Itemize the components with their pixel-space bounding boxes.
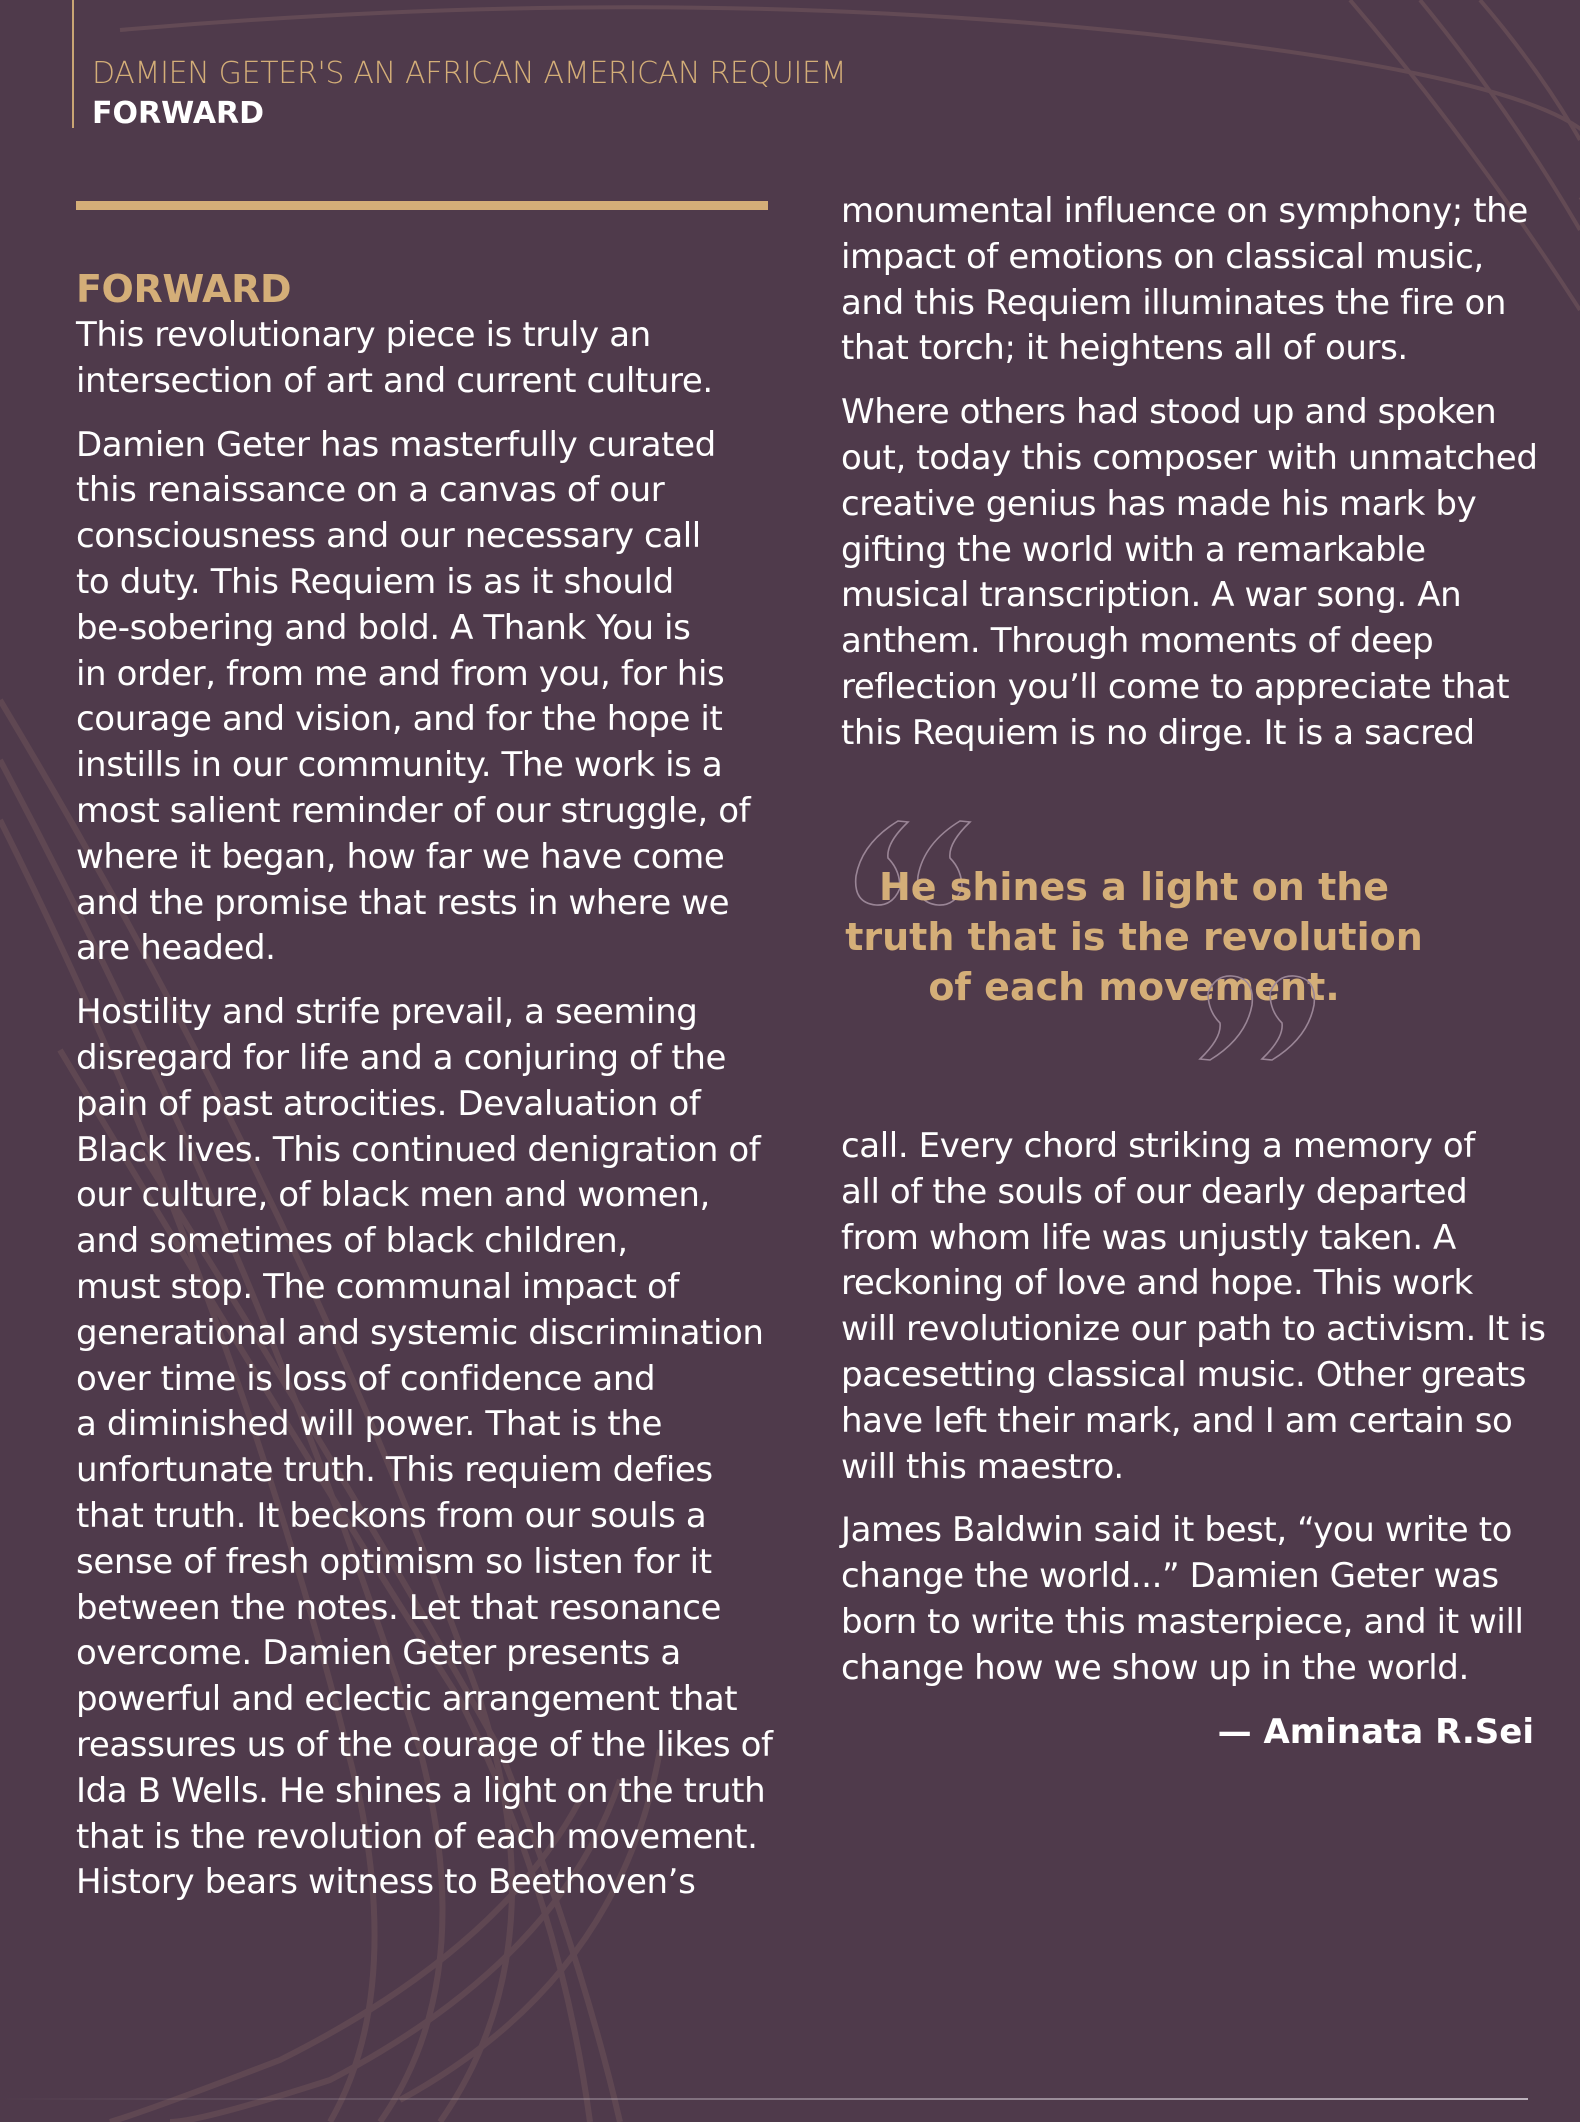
text-line: where it began, how far we have come <box>76 836 725 877</box>
text-line: Where others had stood up and spoken <box>841 392 1497 433</box>
text-line: courage and vision, and for the hope it <box>76 699 723 740</box>
text-line: creative genius has made his mark by <box>841 483 1477 524</box>
gold-divider <box>76 201 768 210</box>
pull-quote-text <box>820 862 1448 1012</box>
text-line: and this Requiem illuminates the fire on <box>841 282 1506 323</box>
text-line: reckoning of love and hope. This work <box>841 1263 1473 1304</box>
text-line: Hostility and strife prevail, a seeming <box>76 992 698 1033</box>
text-line: and the promise that rests in where we <box>76 882 730 923</box>
article-heading: FORWARD <box>76 267 292 311</box>
text-line: James Baldwin said it best, “you write to <box>841 1510 1513 1551</box>
text-line: sense of fresh optimism so listen for it <box>76 1541 712 1582</box>
text-line: monumental influence on symphony; the <box>841 191 1528 231</box>
author-attribution: — Aminata R.Sei <box>1217 1712 1534 1752</box>
text-line: to duty. This Requiem is as it should <box>76 561 674 602</box>
paragraph <box>76 313 776 405</box>
running-header <box>72 0 847 131</box>
text-line: Damien Geter has masterfully curated <box>76 424 716 465</box>
text-line: pacesetting classical music. Other greats <box>841 1354 1527 1395</box>
text-line: all of the souls of our dearly departed <box>841 1171 1468 1212</box>
pull-quote-line: of each movement. <box>928 965 1340 1009</box>
text-line: anthem. Through moments of deep <box>841 621 1434 662</box>
text-line: will this maestro. <box>841 1446 1124 1487</box>
footer-rule <box>0 2098 1528 2100</box>
text-line: that truth. It beckons from our souls a <box>76 1495 707 1536</box>
text-line: History bears witness to Beethoven’s <box>76 1862 696 1903</box>
text-line: our culture, of black men and women, <box>76 1175 710 1216</box>
text-line: a diminished will power. That is the <box>76 1404 662 1445</box>
pull-quote <box>820 790 1440 1070</box>
text-line: intersection of art and current culture. <box>76 360 713 401</box>
paragraph <box>76 990 776 1906</box>
text-line: reassures us of the courage of the likes of <box>76 1724 773 1765</box>
text-line: must stop. The communal impact of <box>76 1266 679 1307</box>
text-line: This revolutionary piece is truly an <box>76 315 651 355</box>
text-line: consciousness and our necessary call <box>76 516 701 557</box>
text-line: gifting the world with a remarkable <box>841 529 1426 570</box>
text-line: generational and systemic discrimination <box>76 1312 764 1353</box>
text-line: instills in our community. The work is a <box>76 745 723 786</box>
text-line: musical transcription. A war song. An <box>841 575 1462 616</box>
text-line: are headed. <box>76 928 276 969</box>
text-line: impact of emotions on classical music, <box>841 236 1484 277</box>
pull-quote-line: He shines a light on the <box>878 865 1390 909</box>
right-column-top <box>841 189 1551 775</box>
text-line: disregard for life and a conjuring of the <box>76 1037 727 1078</box>
close-quote-icon <box>1192 973 1332 1063</box>
text-line: this renaissance on a canvas of our <box>76 470 665 511</box>
text-line: out, today this composer with unmatched <box>841 437 1538 478</box>
text-line: that torch; it heightens all of ours. <box>841 328 1408 369</box>
text-line: between the notes. Let that resonance <box>76 1587 722 1628</box>
text-line: born to write this masterpiece, and it will <box>841 1601 1524 1642</box>
right-column-bottom <box>841 1124 1551 1710</box>
paragraph <box>841 1124 1551 1490</box>
right-bottom-paragraphs <box>841 1124 1551 1692</box>
paragraph <box>76 423 776 973</box>
paragraph <box>841 1508 1551 1691</box>
text-line: overcome. Damien Geter presents a <box>76 1633 681 1674</box>
section-title: FORWARD <box>92 96 265 131</box>
text-line: reflection you’ll come to appreciate that <box>841 666 1510 707</box>
text-line: most salient reminder of our struggle, of <box>76 790 751 831</box>
left-paragraphs <box>76 313 776 1906</box>
text-line: that is the revolution of each movement. <box>76 1816 758 1857</box>
text-line: in order, from me and from you, for his <box>76 653 725 694</box>
pull-quote-line: truth that is the revolution <box>845 915 1423 959</box>
series-title: DAMIEN GETER'S AN AFRICAN AMERICAN REQUIEM <box>92 56 847 91</box>
right-top-paragraphs <box>841 189 1551 757</box>
paragraph <box>841 189 1551 372</box>
text-line: pain of past atrocities. Devaluation of <box>76 1083 701 1124</box>
text-line: will revolutionize our path to activism. It is <box>841 1309 1546 1350</box>
text-line: change the world...” Damien Geter was <box>841 1556 1499 1597</box>
text-line: unfortunate truth. This requiem defies <box>76 1450 713 1491</box>
text-line: Black lives. This continued denigration of <box>76 1129 761 1170</box>
text-line: from whom life was unjustly taken. A <box>841 1217 1456 1258</box>
text-line: Ida B Wells. He shines a light on the truth <box>76 1770 766 1811</box>
text-line: have left their mark, and I am certain so <box>841 1400 1513 1441</box>
paragraph <box>841 390 1551 756</box>
text-line: call. Every chord striking a memory of <box>841 1126 1475 1166</box>
text-line: change how we show up in the world. <box>841 1647 1469 1688</box>
text-line: over time is loss of confidence and <box>76 1358 656 1399</box>
text-line: this Requiem is no dirge. It is a sacred <box>841 712 1475 753</box>
text-line: be-sobering and bold. A Thank You is <box>76 607 691 648</box>
text-line: and sometimes of black children, <box>76 1221 628 1262</box>
left-column <box>76 265 776 1924</box>
text-line: powerful and eclectic arrangement that <box>76 1679 738 1720</box>
